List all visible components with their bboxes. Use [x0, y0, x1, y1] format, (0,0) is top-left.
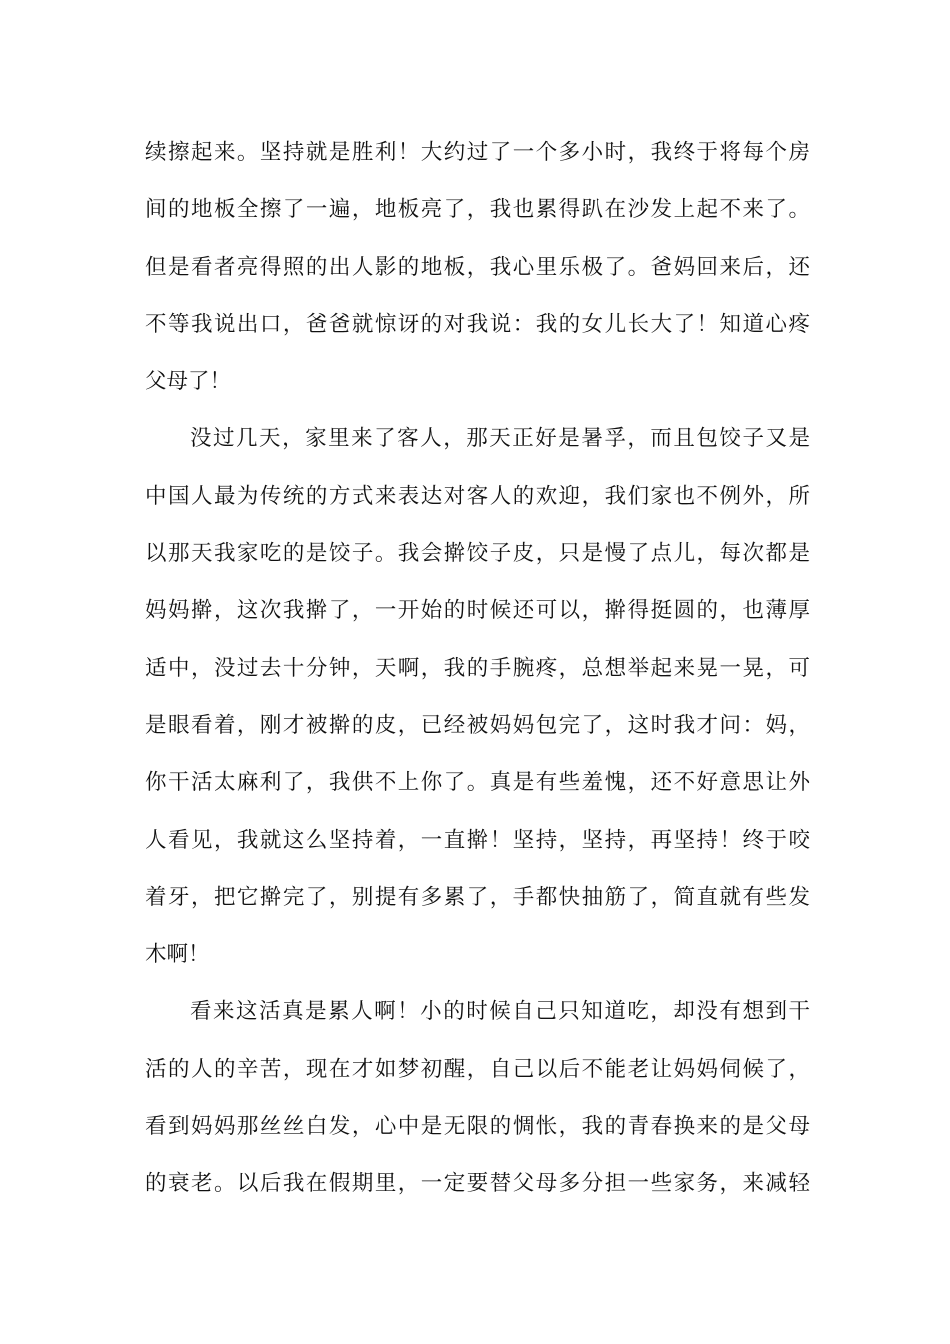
text-line: 没过几天，家里来了客人，那天正好是暑孚，而且包饺子又是: [190, 426, 810, 452]
text-line: 续擦起来。坚持就是胜利！大约过了一个多小时，我终于将每个房: [145, 140, 810, 165]
text-line: 以那天我家吃的是饺子。我会擀饺子皮，只是慢了点儿，每次都是: [145, 541, 810, 567]
text-line: 适中，没过去十分钟，天啊，我的手腕疼，总想举起来晃一晃，可: [145, 655, 810, 681]
text-line: 木啊！: [145, 942, 210, 968]
text-line: 妈妈擀，这次我擀了，一开始的时候还可以，擀得挺圆的，也薄厚: [145, 598, 810, 624]
text-line: 但是看者亮得照的出人影的地板，我心里乐极了。爸妈回来后，还: [145, 254, 810, 280]
text-line: 的衰老。以后我在假期里，一定要替父母多分担一些家务，来减轻: [145, 1171, 810, 1197]
text-line: 间的地板全擦了一遍，地板亮了，我也累得趴在沙发上起不来了。: [145, 197, 810, 223]
text-line: 活的人的辛苦，现在才如梦初醒，自己以后不能老让妈妈伺候了，: [145, 1056, 810, 1082]
text-line: 人看见，我就这么坚持着，一直擀！坚持，坚持，再坚持！终于咬: [145, 827, 810, 853]
text-line: 看来这活真是累人啊！小的时候自己只知道吃，却没有想到干: [190, 999, 810, 1025]
text-line: 不等我说出口，爸爸就惊讶的对我说：我的女儿长大了！知道心疼: [145, 311, 810, 337]
text-line: 父母了！: [145, 369, 232, 395]
text-line: 着牙，把它擀完了，别提有多累了，手都快抽筋了，简直就有些发: [145, 884, 810, 910]
document-body: [145, 131, 810, 1220]
text-line: 是眼看着，刚才被擀的皮，已经被妈妈包完了，这时我才问：妈，: [145, 712, 810, 738]
text-line: 看到妈妈那丝丝白发，心中是无限的惆怅，我的青春换来的是父母: [145, 1114, 810, 1140]
text-line: 你干活太麻利了，我供不上你了。真是有些羞愧，还不好意思让外: [145, 770, 810, 796]
text-line: 中国人最为传统的方式来表达对客人的欢迎，我们家也不例外，所: [145, 483, 810, 509]
